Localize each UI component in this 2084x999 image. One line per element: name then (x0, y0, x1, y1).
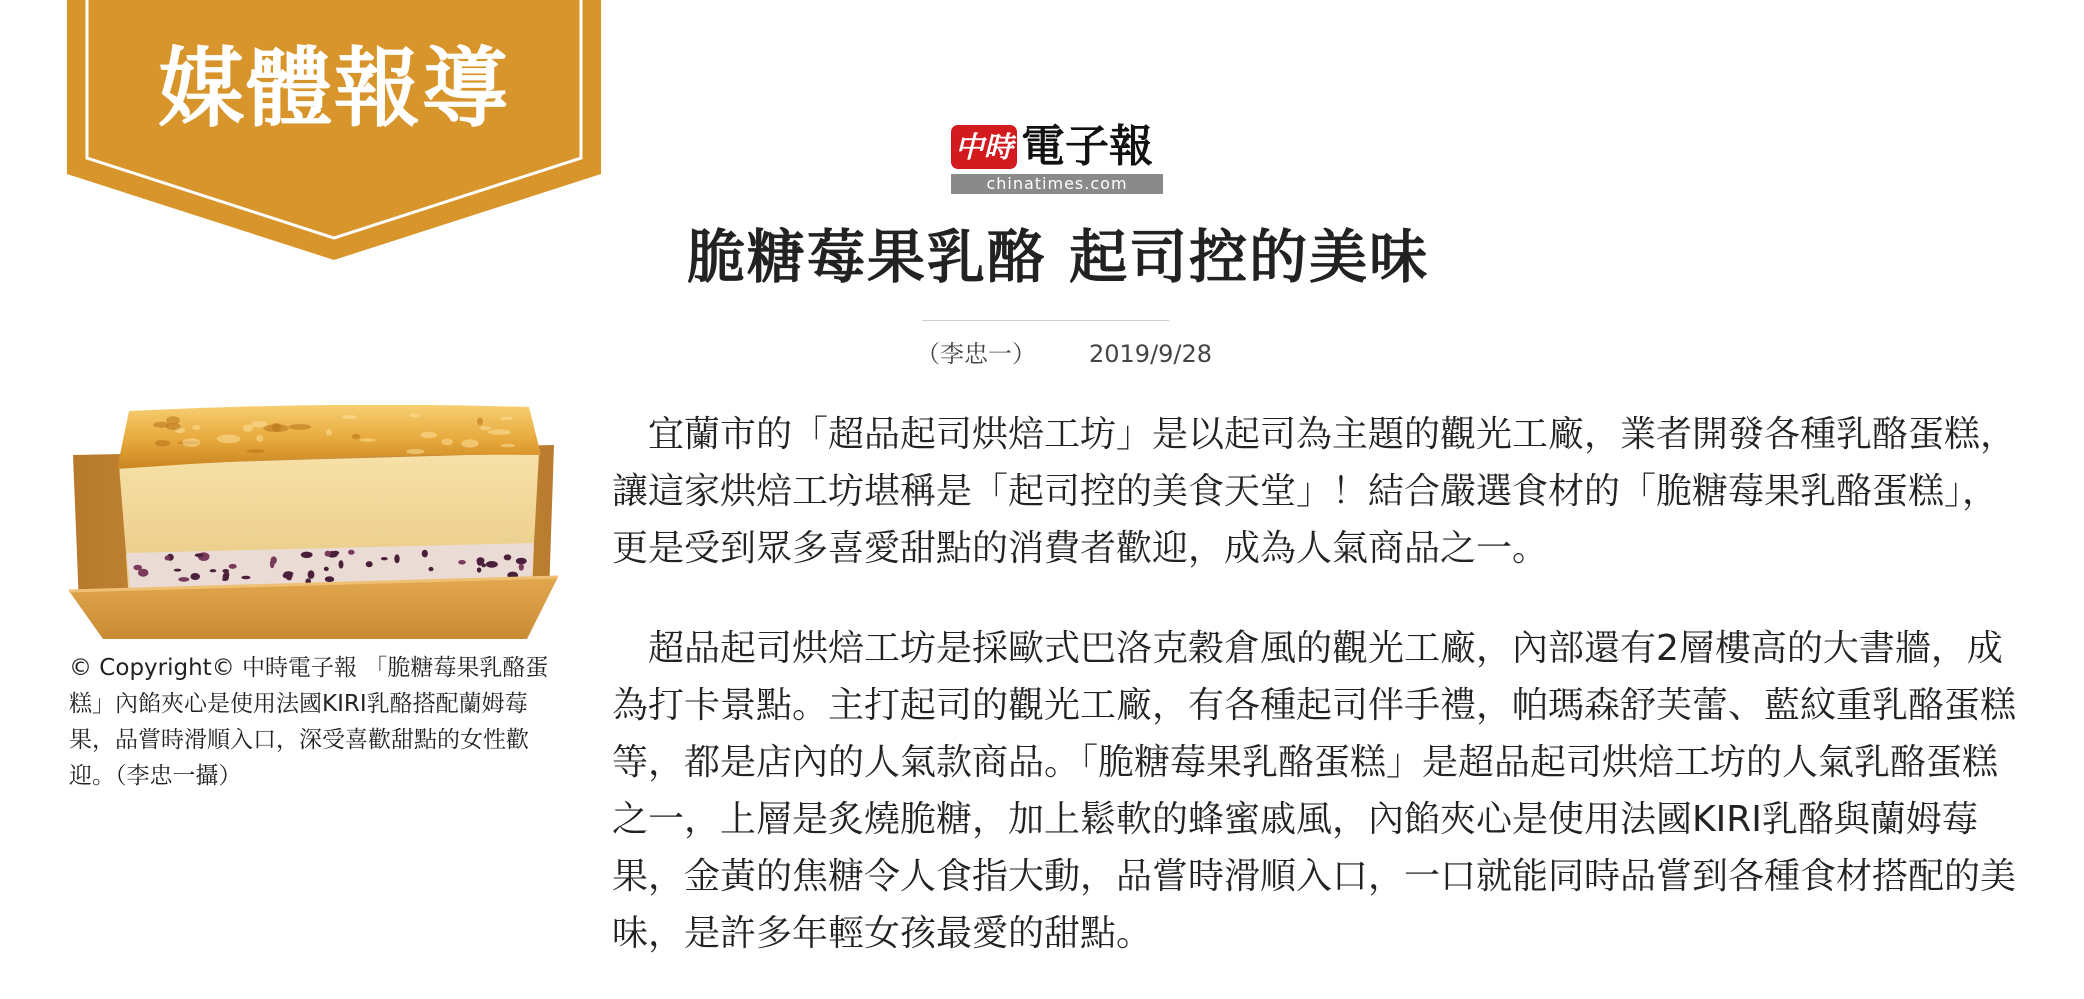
logo-name: 電子報 (1021, 121, 1153, 172)
crust-spot (500, 417, 513, 420)
berry-piece (394, 554, 399, 563)
berry-piece (422, 550, 428, 558)
cake-illustration (69, 405, 558, 639)
article-paragraph-2 (612, 620, 2044, 962)
berry-piece (458, 560, 466, 565)
berry-piece (138, 569, 149, 577)
berry-piece (429, 567, 434, 571)
berry-piece (325, 551, 331, 557)
caption-line: 果，品嘗時滑順入口，深受喜歡甜點的女性歡 (69, 727, 529, 753)
crust-spot (256, 435, 263, 442)
berry-piece (174, 569, 181, 572)
crust-spot (352, 434, 360, 439)
crust-spot (251, 421, 267, 427)
crust-spot (217, 435, 241, 444)
berry-piece (165, 556, 170, 561)
berry-piece (486, 561, 498, 568)
berry-piece (325, 576, 334, 582)
banner-label: 媒體報導 (158, 38, 510, 139)
crust-spot (289, 424, 311, 430)
crust-spot (421, 432, 438, 439)
berry-piece (210, 569, 217, 572)
crust-spot (326, 429, 332, 436)
cake-photo (69, 405, 558, 639)
media-report-banner (67, 0, 601, 262)
berry-piece (241, 576, 250, 579)
article-paragraph-1 (612, 406, 2044, 577)
article-title: 脆糖莓果乳酪 起司控的美味 (686, 223, 1430, 291)
berry-piece (339, 560, 344, 568)
paragraph-line: 果，金黃的焦糖令人食指大動，品嘗時滑順入口，一口就能同時品嘗到各種食材搭配的美 (612, 856, 2017, 897)
cake-sponge (119, 453, 539, 553)
crust-spot (243, 424, 254, 431)
crust-spot (480, 426, 491, 430)
berry-piece (348, 550, 355, 555)
berry-piece (271, 556, 277, 564)
paragraph-line: 超品起司烘焙工坊是採歐式巴洛克穀倉風的觀光工廠，內部還有2層樓高的大書牆，成 (648, 628, 2003, 669)
crust-spot (263, 424, 289, 432)
paragraph-line: 更是受到眾多喜愛甜點的消費者歡迎，成為人氣商品之一。 (612, 528, 1549, 569)
berry-piece (195, 553, 204, 557)
berry-piece (287, 575, 292, 580)
article-date: 2019/9/28 (1089, 340, 1213, 368)
berry-piece (366, 561, 373, 567)
berry-piece (190, 573, 200, 580)
article-author: （李忠一） (916, 340, 1036, 368)
title-divider (922, 320, 1169, 321)
crust-spot (441, 439, 453, 446)
berry-piece (308, 570, 315, 579)
berry-piece (332, 551, 339, 555)
logo-domain: chinatimes.com (951, 174, 1163, 194)
crust-spot (409, 414, 420, 418)
berry-piece (301, 552, 313, 558)
berry-piece (519, 564, 524, 571)
berry-piece (324, 567, 329, 571)
berry-piece (504, 554, 512, 560)
caption-line: 糕」內餡夾心是使用法國KIRI乳酪搭配蘭姆莓 (69, 691, 528, 717)
berry-piece (477, 557, 485, 564)
crust-spot (155, 440, 170, 446)
crust-spot (360, 438, 376, 442)
paragraph-line: 讓這家烘焙工坊堪稱是「起司控的美食天堂」！結合嚴選食材的「脆糖莓果乳酪蛋糕」， (612, 471, 1999, 512)
crust-spot (488, 429, 511, 435)
berry-piece (223, 573, 229, 581)
paragraph-line: 宜蘭市的「超品起司烘焙工坊」是以起司為主題的觀光工廠，業者開發各種乳酪蛋糕， (648, 414, 2017, 455)
paragraph-line: 之一，上層是炙燒脆糖，加上鬆軟的蜂蜜戚風，內餡夾心是使用法國KIRI乳酪與蘭姆莓 (612, 799, 1978, 840)
berry-piece (178, 577, 189, 582)
paragraph-line: 等，都是店內的人氣款商品。「脆糖莓果乳酪蛋糕」是超品起司烘焙工坊的人氣乳酪蛋糕 (612, 742, 1999, 783)
berry-piece (229, 564, 237, 569)
chinatimes-logo (951, 121, 1163, 195)
crust-spot (192, 425, 200, 430)
berry-piece (516, 558, 527, 565)
logo-mark: 中時 (951, 125, 1017, 169)
berry-piece (481, 563, 486, 567)
crust-spot (342, 415, 357, 419)
paragraph-line: 為打卡景點。主打起司的觀光工廠，有各種起司伴手禮，帕瑪森舒芙蕾、藍紋重乳酪蛋糕 (612, 685, 2017, 726)
crust-spot (153, 422, 169, 428)
crust-spot (477, 417, 483, 425)
crust-spot (247, 449, 265, 453)
berry-piece (477, 567, 481, 572)
caption-line: © Copyright© 中時電子報 「脆糖莓果乳酪蛋 (69, 655, 549, 681)
paragraph-line: 味，是許多年輕女孩最愛的甜點。 (612, 913, 1153, 954)
berry-piece (381, 557, 388, 560)
crust-spot (182, 438, 200, 447)
caption-line: 迎。（李忠一攝） (69, 763, 242, 789)
crust-spot (406, 449, 424, 454)
berry-piece (222, 569, 229, 573)
crust-spot (461, 439, 478, 447)
crust-spot (501, 444, 515, 448)
photo-caption (69, 650, 599, 794)
